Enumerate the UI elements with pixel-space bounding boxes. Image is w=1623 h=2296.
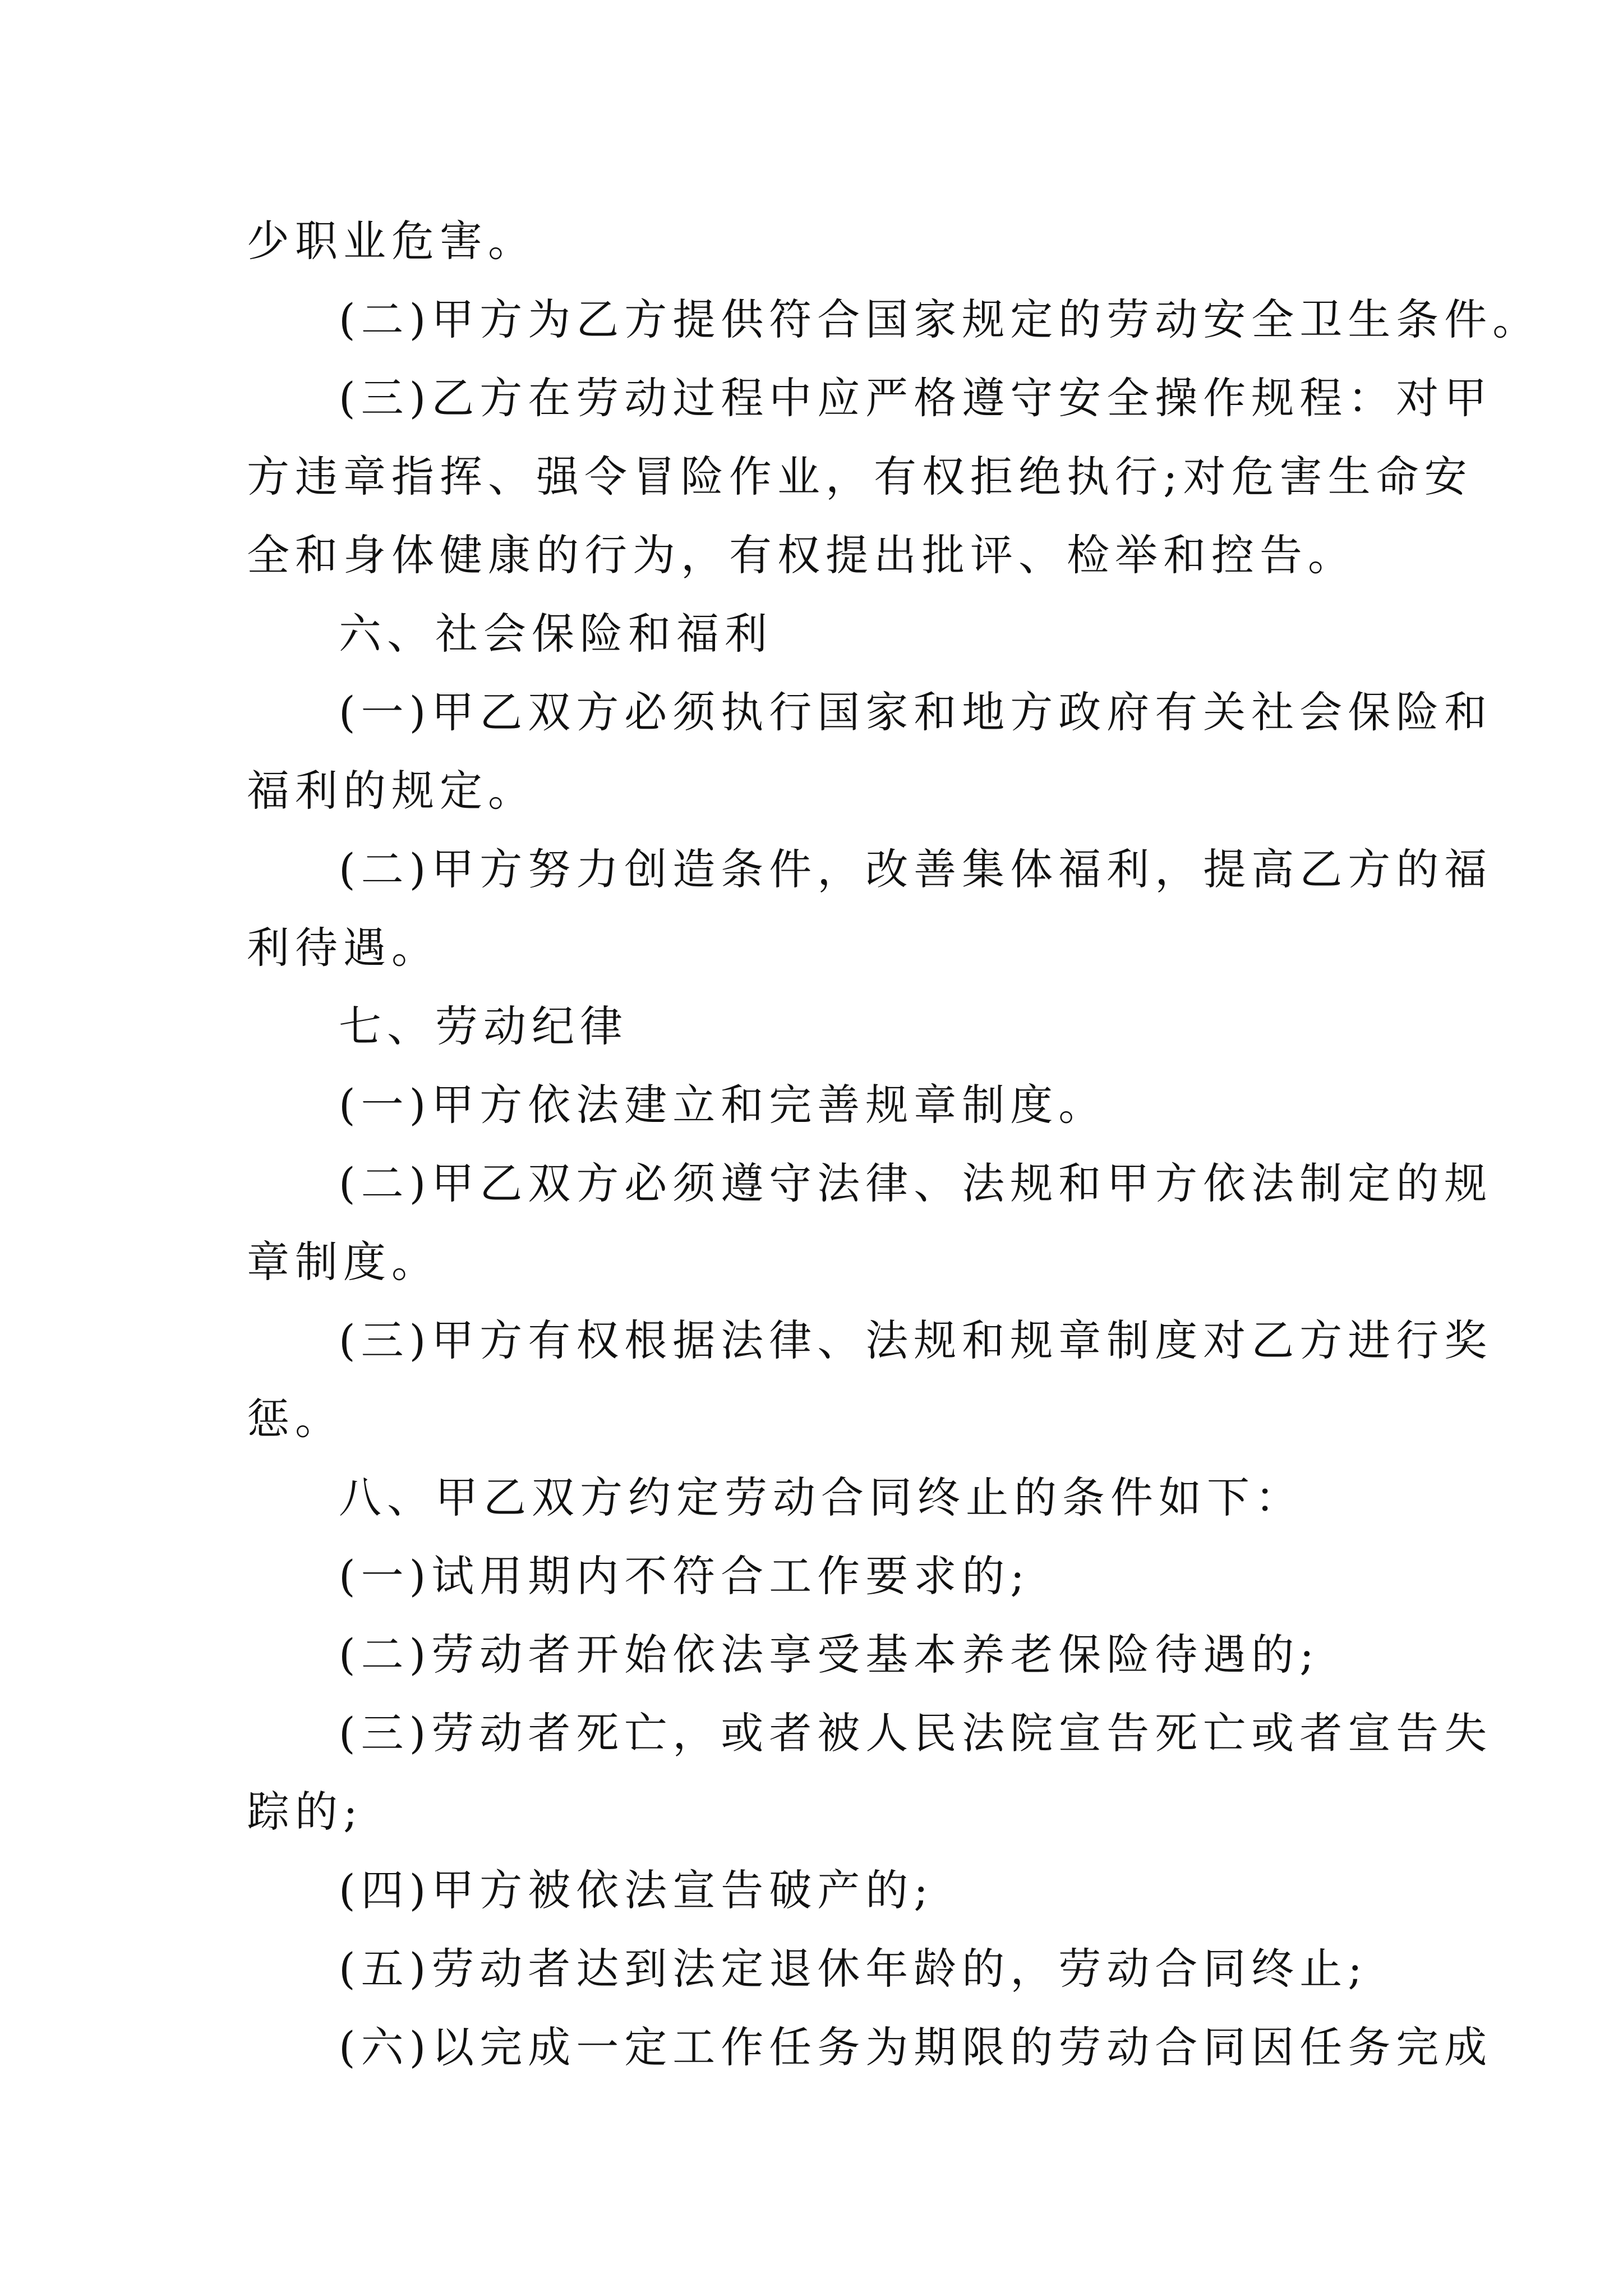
- paragraph-line: (一)甲乙双方必须执行国家和地方政府有关社会保险和: [339, 687, 1493, 737]
- section-heading: 六、社会保险和福利: [339, 609, 773, 659]
- paragraph-line: (三)劳动者死亡，或者被人民法院宣告死亡或者宣告失: [339, 1708, 1493, 1758]
- paragraph-line: (一)甲方依法建立和完善规章制度。: [339, 1080, 1107, 1130]
- paragraph-line: 全和身体健康的行为，有权提出批评、检举和控告。: [247, 530, 1356, 580]
- paragraph-line: (一)试用期内不符合工作要求的;: [339, 1551, 1030, 1601]
- paragraph-line: (二)劳动者开始依法享受基本养老保险待遇的;: [339, 1630, 1320, 1680]
- paragraph-line: (五)劳动者达到法定退休年龄的，劳动合同终止;: [339, 1944, 1368, 1994]
- paragraph-line: (六)以完成一定工作任务为期限的劳动合同因任务完成: [339, 2022, 1493, 2072]
- paragraph-line: 方违章指挥、强令冒险作业，有权拒绝执行;对危害生命安: [247, 452, 1473, 501]
- section-heading: 八、甲乙双方约定劳动合同终止的条件如下：: [339, 1473, 1303, 1522]
- paragraph-line: (二)甲方为乙方提供符合国家规定的劳动安全卫生条件。: [339, 295, 1541, 344]
- paragraph-line: 章制度。: [247, 1237, 440, 1287]
- paragraph-line: 福利的规定。: [247, 766, 536, 816]
- paragraph-line: (二)甲方努力创造条件，改善集体福利，提高乙方的福: [339, 844, 1493, 894]
- paragraph-line: (三)甲方有权根据法律、法规和规章制度对乙方进行奖: [339, 1315, 1493, 1365]
- paragraph-line: 惩。: [247, 1394, 343, 1444]
- paragraph-line: (四)甲方被依法宣告破产的;: [339, 1865, 934, 1915]
- paragraph-line: (二)甲乙双方必须遵守法律、法规和甲方依法制定的规: [339, 1158, 1493, 1208]
- paragraph-line: 少职业危害。: [247, 216, 536, 266]
- paragraph-line: 利待遇。: [247, 923, 440, 973]
- section-heading: 七、劳动纪律: [339, 1001, 628, 1051]
- paragraph-line: 踪的;: [247, 1787, 363, 1837]
- document-body: [247, 202, 1541, 2087]
- paragraph-line: (三)乙方在劳动过程中应严格遵守安全操作规程：对甲: [339, 373, 1493, 423]
